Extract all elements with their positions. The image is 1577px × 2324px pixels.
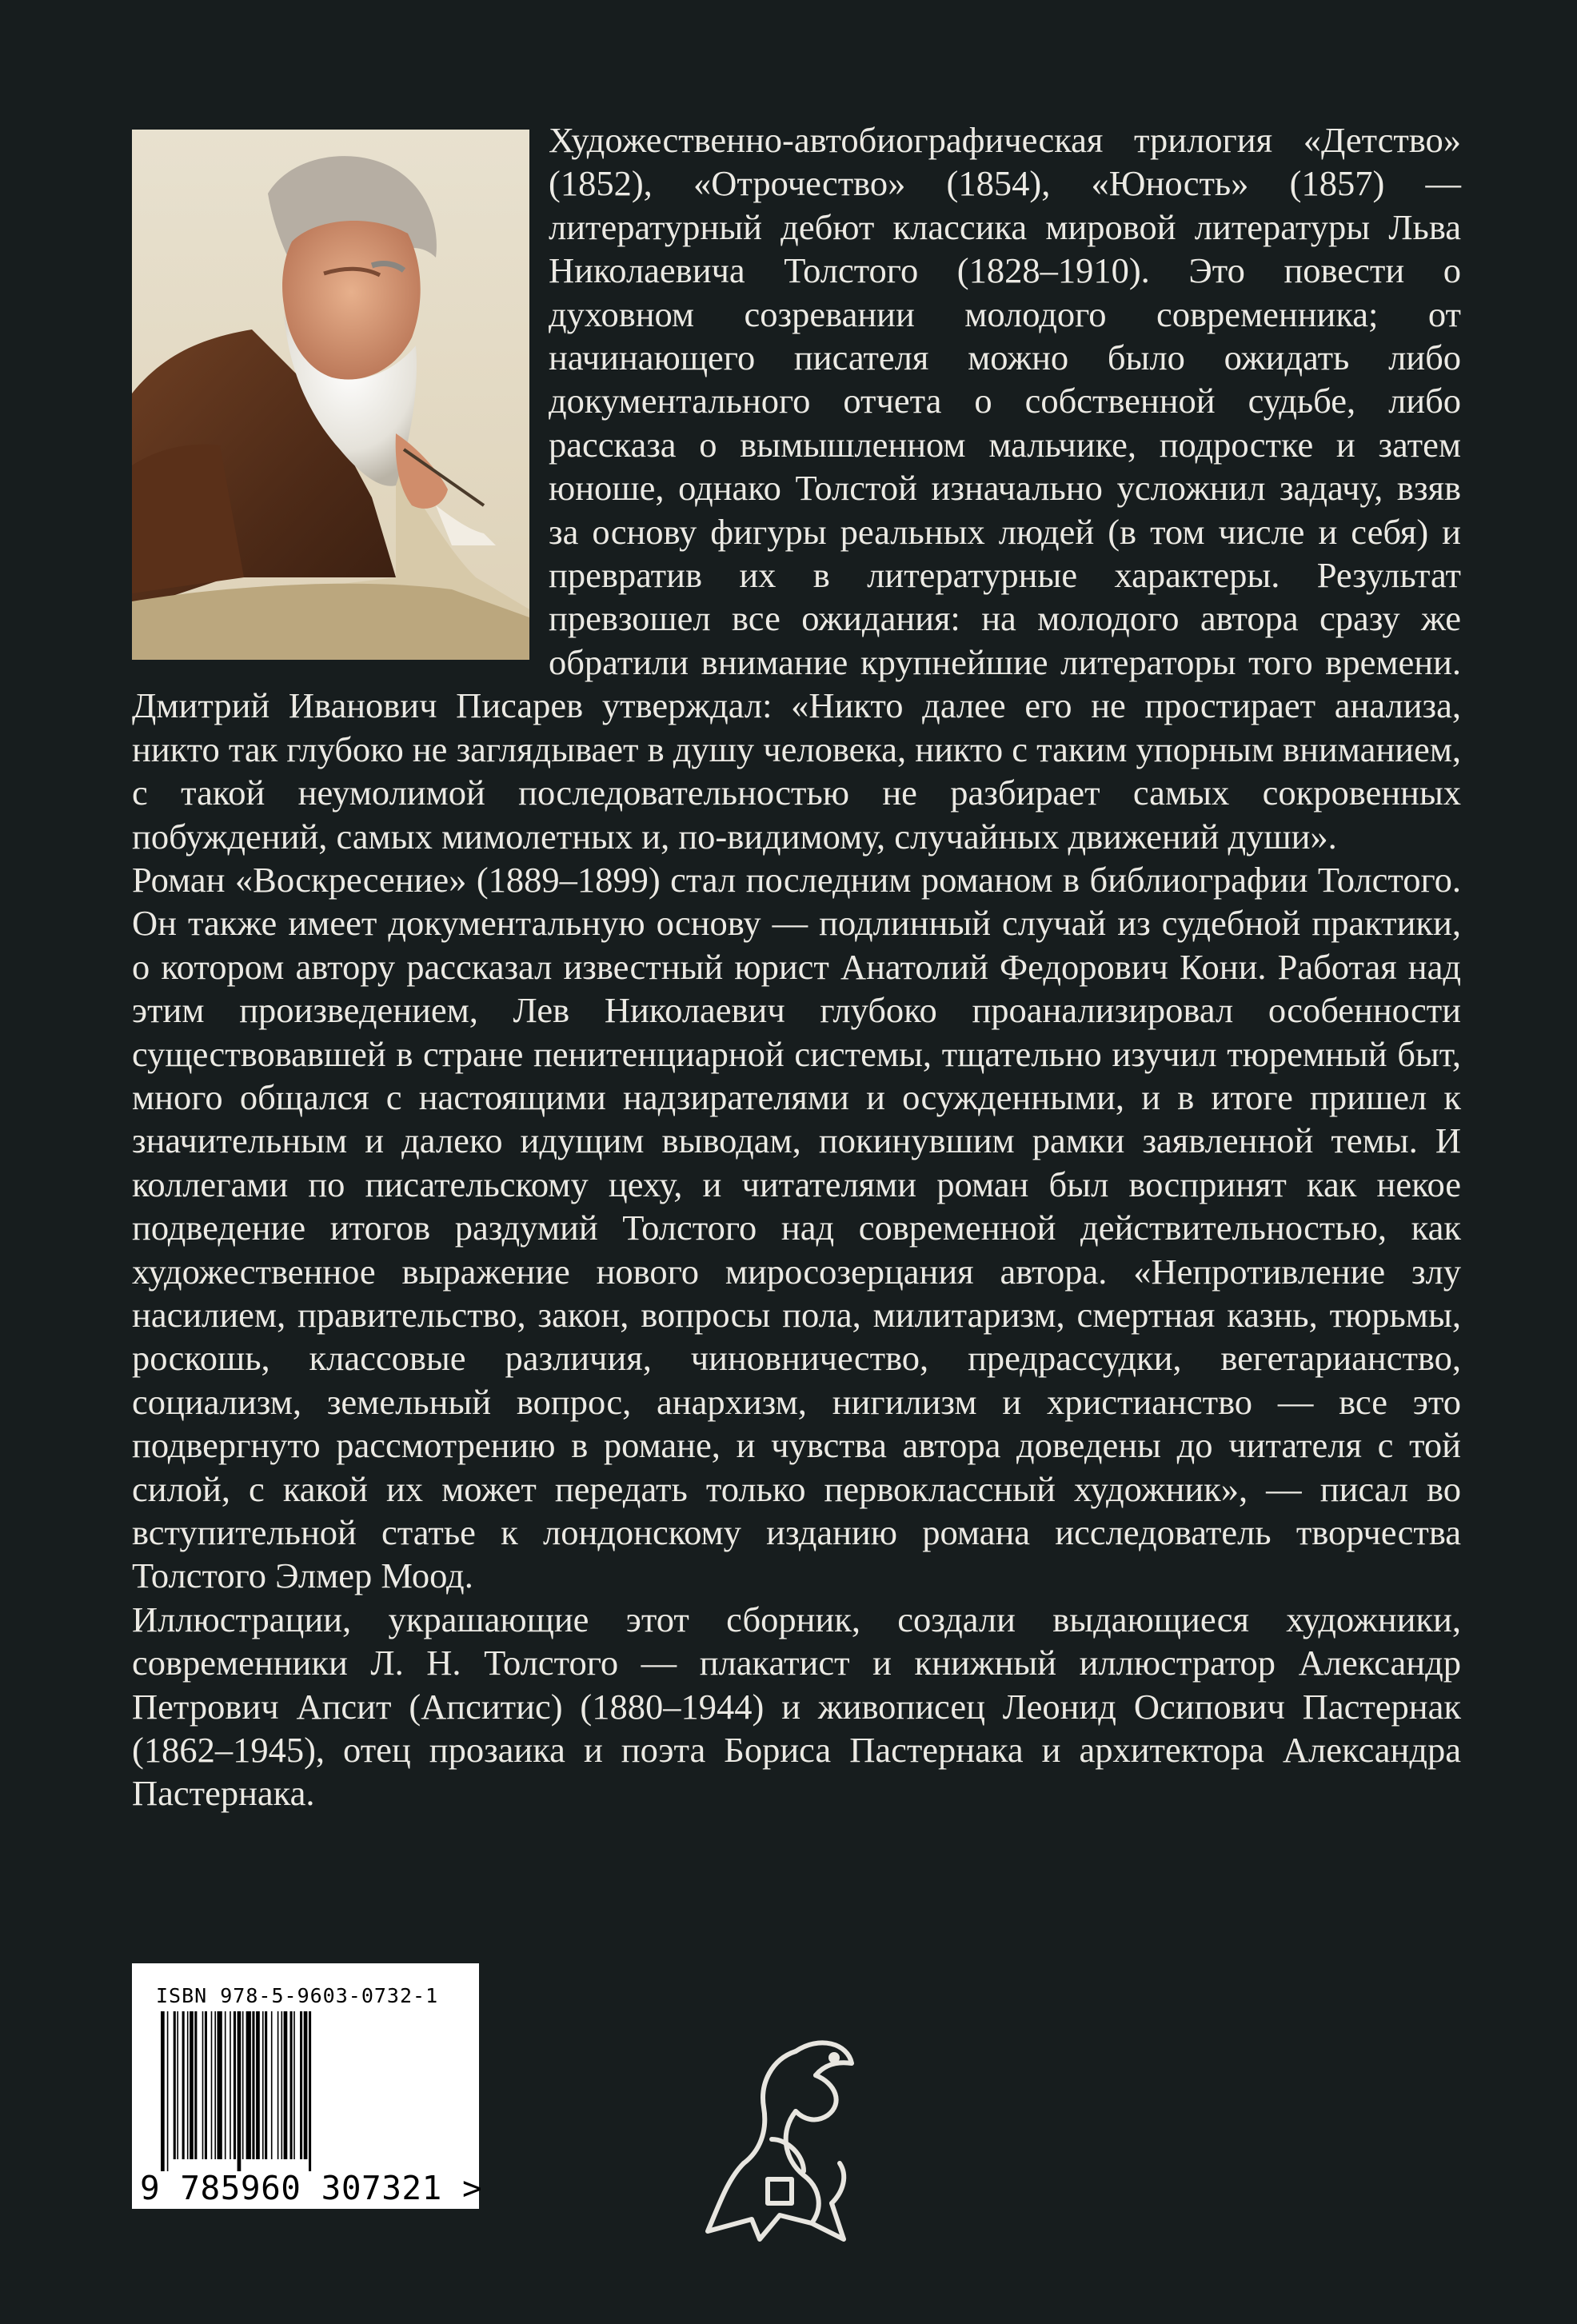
barcode-bar [225,2011,226,2159]
barcode-bar [218,2011,222,2159]
paragraph-trilogy: Художественно-автобиографическая трилогия «Детство» (1852), «Отрочество» (1854), «Юность» (1857) — литературный дебют классика мировой литературы Льва Николаевича Толстого (1828–1910). Это повести о духовном созревании молодого современника; от начинающего писателя можно было ожидать либо документального отчета о собственной судьбе, либо рассказа о вымышленном мальчике, подростке и затем юноше, однако Толстой изначально усложнил задачу, взяв за основу фигуры реальных людей (в том числе и себя) и превратив их в литературные характеры. Результат превзошел все ожидания: на молодого автора сразу же обратили внимание крупнейшие литераторы того времени. Дмитрий Иванович Писарев утверждал: «Никто далее его не простирает анализа, никто так глубоко не заглядывает в душу человека, никто с таким упорным вниманием, с такой неумолимой последовательностью не разбирает самых сокровенных побуждений, самых мимолетных и, по-видимому, случайных движений души». [132,120,1462,857]
barcode-bar [265,2011,267,2159]
barcode-panel [132,1963,483,2209]
barcode-bar [202,2011,204,2159]
barcode-bar [281,2011,283,2159]
barcode-bar [174,2011,176,2159]
barcode-bar [234,2011,236,2159]
barcode-bar [238,2011,242,2171]
barcode-bar [293,2011,295,2159]
barcode-bar [271,2011,273,2159]
barcode-bar [277,2011,279,2159]
barcode-bar [262,2011,264,2159]
barcode-bar [187,2011,189,2159]
dragon-logo-icon [684,2019,876,2251]
barcode-bar [300,2011,302,2159]
barcode-bar [177,2011,178,2159]
paragraph-illustrations: Иллюстрации, украшающие этот сборник, создали выдающиеся художники, современники Л. Н. Толстого — плакатист и книжный иллюстратор Александр Петрович Апсит (Апситис) (1880–1944) и живописец Леонид Осипович Пастернак (1862–1945), отец прозаика и поэта Бориса Пастернака и архитектора Александра Пастернака. [132,1599,1461,1814]
barcode-bar [256,2011,260,2159]
barcode-bar [242,2011,244,2159]
barcode-bar [309,2011,311,2171]
barcode-bar [211,2011,213,2159]
barcode-bar [205,2011,207,2159]
annotation-text [132,118,1461,1815]
barcode-bar [194,2011,197,2159]
barcode-bar [230,2011,231,2159]
barcode-bar [246,2011,251,2159]
barcode-bar [190,2011,194,2159]
paragraph-resurrection: Роман «Воскресение» (1889–1899) стал последним романом в библиографии Толстого. Он также имеет документальную основу — подлинный случай из судебной практики, о котором автору рассказал известный юрист Анатолий Федорович Кони. Работая над этим произведением, Лев Николаевич глубоко проанализировал особенности существовавшей в стране пенитенциарной системы, тщательно изучил тюремный быт, много общался с настоящими надзирателями и осужденными, и в итоге пришел к значительным и далеко идущим выводам, покинувшим рамки заявленной темы. И коллегами по писательскому цеху, и читателями роман был воспринят как некое подведение итогов раздумий Толстого над современной действительностью, как художественное выражение нового миросозерцания автора. «Непротивление злу насилием, правительство, закон, вопросы пола, милитаризм, смертная казнь, тюрьмы, роскошь, классовые различия, чиновничество, предрассудки, вегетарианство, социализм, земельный вопрос, анархизм, нигилизм и христианство — все это подвергнуто рассмотрению в романе, и чувства автора доведены до читателя с той силой, с какой их может передать только первоклассный художник», — писал во вступительной статье к лондонскому изданию романа исследователь творчества Толстого Элмер Моод. [132,859,1461,1596]
barcode-bar [284,2011,288,2159]
barcode-bar [304,2011,308,2159]
barcode-bar [182,2011,185,2159]
barcode-bar [167,2011,169,2171]
isbn-label: ISBN 978-5-9603-0732-1 [156,1984,439,2007]
barcode-bar [214,2011,216,2159]
barcode-bar [252,2011,254,2159]
barcode-bar [161,2011,165,2171]
barcode-digits: 9 785960 307321 > [140,2169,483,2207]
portrait-image [132,130,529,660]
barcode-bar [290,2011,293,2159]
